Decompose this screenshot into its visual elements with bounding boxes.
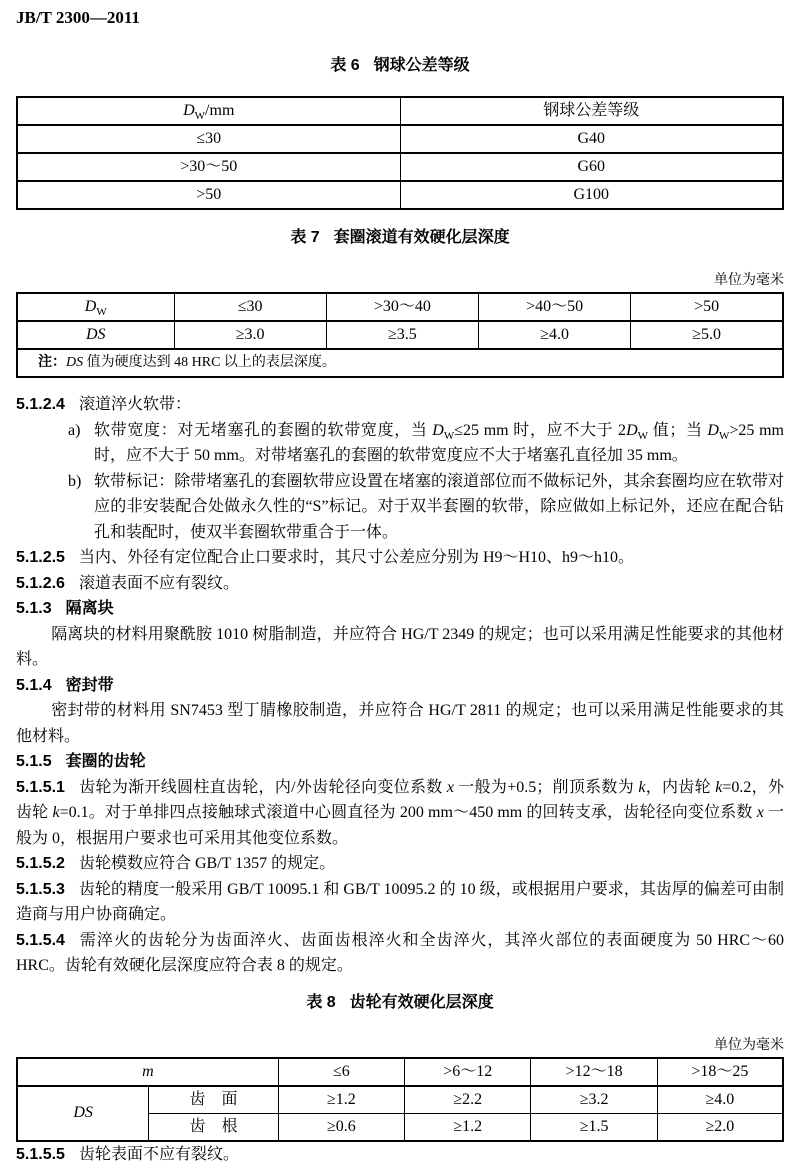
table8-caption-label: 表 8	[306, 993, 336, 1011]
table-cell: G100	[400, 181, 783, 209]
table-cell: >50	[17, 181, 400, 209]
table-cell: ≥3.5	[326, 321, 478, 349]
clauses-block	[16, 392, 784, 979]
table-cell: ≥0.6	[278, 1113, 404, 1141]
table6-row	[17, 125, 783, 153]
doc-number: JB/T 2300—2011	[16, 8, 140, 27]
table6-steel-ball-tolerance	[16, 96, 784, 210]
list-marker: b)	[68, 472, 82, 490]
table6-header-dw: $D_W/mm$	[17, 97, 400, 125]
heading-5-1-5: 5.1.5 套圈的齿轮	[16, 753, 146, 770]
table-cell: ≥4.0	[657, 1086, 783, 1114]
table7-note-row	[17, 349, 783, 377]
table7-header-row	[17, 293, 783, 321]
table8-unit-note: 单位为毫米	[714, 1037, 784, 1053]
table7-note: 注：DS 值为硬度达到 48 HRC 以上的表层深度。	[17, 349, 783, 377]
table7-caption-title: 套圈滚道有效硬化层深度	[333, 229, 510, 246]
paragraph-5-1-3: 隔离块的材料用聚酰胺 1010 树脂制造，并应符合 HG/T 2349 的规定；也可以采用满足性能要求的其他材料。	[16, 625, 784, 668]
clause-5-1-5-4: 5.1.5.4 需淬火的齿轮分为齿面淬火、齿面齿根淬火和全齿淬火，其淬火部位的表面硬度为 50 HRC～60 HRC。齿轮有效硬化层深度应符合表 8 的规定。	[16, 931, 784, 974]
table-cell: ≥1.2	[278, 1086, 404, 1114]
table8-header-m: m	[17, 1058, 278, 1086]
table-cell: >50	[631, 293, 783, 321]
clause-5-1-2-4: 5.1.2.4 滚道淬火软带：	[16, 396, 191, 413]
table-cell: ≤30	[174, 293, 326, 321]
clause-5-1-2-5: 5.1.2.5 当内、外径有定位配合止口要求时，其尺寸公差应分别为 H9～H10、h9～h10。	[16, 549, 635, 566]
table-cell: ≥2.2	[405, 1086, 531, 1114]
clause-5-1-5-2: 5.1.5.2 齿轮模数应符合 GB/T 1357 的规定。	[16, 855, 336, 872]
table6-caption-title: 钢球公差等级	[373, 57, 470, 74]
table-cell: ≥3.0	[174, 321, 326, 349]
table-cell: ≥4.0	[478, 321, 630, 349]
table8-row-tooth-face	[17, 1086, 783, 1114]
list-item-b	[16, 469, 784, 546]
table7-ds-row	[17, 321, 783, 349]
clause-5-1-5-3: 5.1.5.3 齿轮的精度一般采用 GB/T 10095.1 和 GB/T 10095.2 的 10 级，或根据用户要求，其齿厚的偏差可由制造商与用户协商确定。	[16, 880, 784, 923]
clause-5-1-2-6: 5.1.2.6 滚道表面不应有裂纹。	[16, 574, 239, 592]
table-cell: >30～50	[17, 153, 400, 181]
list-item-a-text: 软带宽度：对无堵塞孔的套圈的软带宽度，当 $D_W\le 25$ mm 时，应不大于 $2D_W$ 值；当 $D_W>25$ mm 时，应不大于 50 mm。对带堵塞孔的套圈的软带宽度应不大于堵塞孔直径加 35 mm。	[94, 421, 784, 464]
table6-header-grade: 钢球公差等级	[400, 97, 783, 125]
table-cell: >30～40	[326, 293, 478, 321]
table7-unit-note: 单位为毫米	[714, 273, 784, 288]
table-cell: ≥5.0	[631, 321, 783, 349]
paragraph-5-1-4: 密封带的材料用 SN7453 型丁腈橡胶制造，并应符合 HG/T 2811 的规定；也可以采用满足性能要求的其他材料。	[16, 702, 784, 745]
table-cell: ≥3.2	[531, 1086, 657, 1114]
table7-raceway-hardened-depth	[16, 292, 784, 378]
clause-5-1-5-1: 5.1.5.1 齿轮为渐开线圆柱直齿轮，内/外齿轮径向变位系数 x 一般为+0.5；削顶系数为 k，内齿轮 k=0.2，外齿轮 k=0.1。对于单排四点接触球式滚道中心圆直径为 200 mm～450 mm 的回转支承，齿轮径向变位系数 x 一般为 0，根据用户要求也可采用其他变位系数。	[16, 778, 784, 847]
table7-header-dw: $D_W$	[17, 293, 174, 321]
table8-caption	[16, 993, 784, 1013]
table-cell: G60	[400, 153, 783, 181]
table-cell: ≥1.5	[531, 1113, 657, 1141]
table-cell: ≤30	[17, 125, 400, 153]
table-cell: >6～12	[405, 1058, 531, 1086]
table-cell: ≥1.2	[405, 1113, 531, 1141]
table6-caption-label: 表 6	[330, 57, 360, 74]
table-cell: ≤6	[278, 1058, 404, 1086]
table7-ds-label: DS	[17, 321, 174, 349]
table-cell: G40	[400, 125, 783, 153]
clause-5-1-5-5: 5.1.5.5 齿轮表面不应有裂纹。	[16, 1145, 239, 1163]
table-cell: 齿 面	[149, 1086, 278, 1114]
table-cell: ≥2.0	[657, 1113, 783, 1141]
table8-ds-label: DS	[17, 1086, 149, 1141]
table6-caption	[16, 56, 784, 76]
table8-caption-title: 齿轮有效硬化层深度	[349, 993, 494, 1011]
table8-header-row	[17, 1058, 783, 1086]
heading-5-1-4: 5.1.4 密封带	[16, 676, 114, 694]
table6-row	[17, 153, 783, 181]
table-cell: >18～25	[657, 1058, 783, 1086]
table-cell: 齿 根	[149, 1113, 278, 1141]
table6-row	[17, 181, 783, 209]
page-header	[16, 8, 784, 28]
table7-caption-label: 表 7	[290, 229, 320, 246]
table-cell: >40～50	[478, 293, 630, 321]
table-cell: >12～18	[531, 1058, 657, 1086]
list-marker: a)	[68, 421, 81, 439]
table7-caption	[16, 228, 784, 248]
heading-5-1-3: 5.1.3 隔离块	[16, 600, 114, 617]
list-item-a	[16, 418, 784, 469]
table6-header-row	[17, 97, 783, 125]
list-item-b-text: 软带标记：除带堵塞孔的套圈软带应设置在堵塞的滚道部位而不做标记外，其余套圈均应在软带对应的非安装配合处做永久性的“S”标记。对于双半套圈的软带，除应做如上标记外，还应在配合钻孔和装配时，使双半套圈软带重合于一体。	[94, 472, 784, 541]
table8-gear-hardened-depth	[16, 1057, 784, 1142]
